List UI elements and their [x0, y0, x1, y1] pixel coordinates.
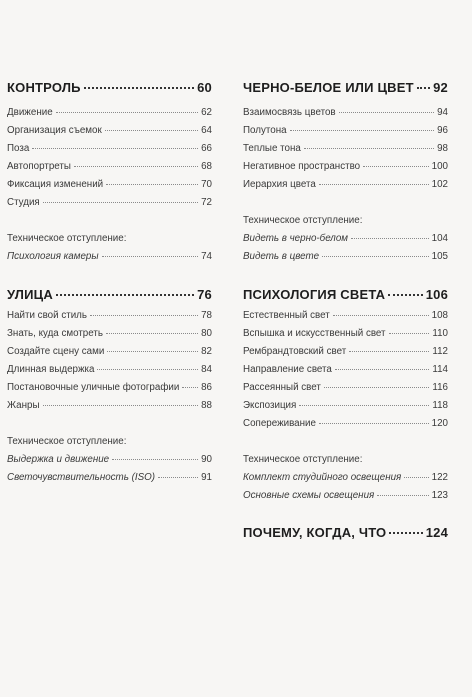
item-title: Иерархия цвета	[243, 179, 316, 190]
toc-item[interactable]	[243, 179, 448, 190]
item-title: Экспозиция	[243, 400, 297, 411]
item-page: 72	[201, 197, 212, 208]
dot-leader	[319, 184, 429, 185]
item-page: 118	[432, 400, 448, 411]
dot-leader	[32, 148, 198, 149]
toc-section-street[interactable]	[7, 287, 212, 302]
item-title: Жанры	[7, 400, 40, 411]
item-page: 80	[201, 328, 212, 339]
dot-leader	[97, 369, 198, 370]
dot-leader	[106, 333, 198, 334]
item-title: Студия	[7, 197, 40, 208]
item-title: Рассеянный свет	[243, 382, 321, 393]
toc-item[interactable]	[7, 400, 212, 411]
dot-leader	[182, 387, 198, 388]
item-page: 70	[201, 179, 212, 190]
item-page: 105	[431, 251, 448, 262]
toc-item[interactable]	[7, 161, 212, 172]
dot-leader	[324, 387, 430, 388]
dot-leader	[339, 112, 434, 113]
item-page: 90	[201, 454, 212, 465]
toc-tech-item[interactable]	[243, 490, 448, 501]
toc-item[interactable]	[243, 328, 448, 339]
item-title: Видеть в черно-белом	[243, 233, 349, 244]
item-page: 66	[201, 143, 212, 154]
item-page: 108	[431, 310, 448, 321]
item-title: Поза	[7, 143, 30, 154]
toc-item[interactable]	[7, 382, 212, 393]
item-title: Видеть в цвете	[243, 251, 320, 262]
item-title: Найти свой стиль	[7, 310, 87, 321]
section-title: УЛИЦА	[7, 287, 53, 302]
toc-item[interactable]	[243, 107, 448, 118]
item-page: 64	[201, 125, 212, 136]
dot-leader	[389, 333, 430, 334]
dot-leader	[74, 166, 198, 167]
item-page: 122	[431, 472, 448, 483]
toc-item[interactable]	[243, 400, 448, 411]
section-page: 124	[425, 525, 448, 540]
section-page: 92	[433, 80, 448, 95]
item-title: Знать, куда смотреть	[7, 328, 103, 339]
dot-leader	[351, 238, 429, 239]
dot-leader	[377, 495, 428, 496]
item-page: 68	[201, 161, 212, 172]
item-page: 116	[432, 382, 448, 393]
dot-leader	[84, 87, 194, 89]
item-page: 98	[437, 143, 448, 154]
section-page: 76	[197, 287, 212, 302]
toc-tech-item[interactable]	[243, 233, 448, 244]
item-page: 78	[201, 310, 212, 321]
item-title: Полутона	[243, 125, 287, 136]
toc-section-control[interactable]	[7, 80, 212, 95]
item-page: 120	[431, 418, 448, 429]
dot-leader	[102, 256, 199, 257]
item-page: 62	[201, 107, 212, 118]
dot-leader	[158, 477, 198, 478]
item-title: Длинная выдержка	[7, 364, 95, 375]
dot-leader	[404, 477, 428, 478]
toc-item[interactable]	[7, 125, 212, 136]
toc-item[interactable]	[243, 161, 448, 172]
item-title: Теплые тона	[243, 143, 301, 154]
toc-item[interactable]	[243, 125, 448, 136]
item-page: 74	[201, 251, 212, 262]
toc-item[interactable]	[243, 364, 448, 375]
dot-leader	[90, 315, 198, 316]
item-title: Рембрандтовский свет	[243, 346, 347, 357]
item-page: 114	[432, 364, 448, 375]
dot-leader	[349, 351, 429, 352]
item-title: Сопереживание	[243, 418, 316, 429]
item-title: Негативное пространство	[243, 161, 361, 172]
item-page: 91	[201, 472, 212, 483]
section-page: 60	[197, 80, 212, 95]
section-title: ПСИХОЛОГИЯ СВЕТА	[243, 287, 386, 302]
section-title: КОНТРОЛЬ	[7, 80, 81, 95]
item-page: 110	[432, 328, 448, 339]
item-page: 102	[431, 179, 448, 190]
dot-leader	[304, 148, 434, 149]
section-title: ПОЧЕМУ, КОГДА, ЧТО	[243, 525, 387, 540]
tech-note-label: Техническое отступление:	[7, 233, 127, 244]
dot-leader	[106, 184, 198, 185]
toc-item[interactable]	[7, 107, 212, 118]
toc-tech-item[interactable]	[7, 251, 212, 262]
toc-tech-item[interactable]	[243, 251, 448, 262]
dot-leader	[43, 202, 198, 203]
item-title: Направление света	[243, 364, 332, 375]
toc-item[interactable]	[7, 143, 212, 154]
toc-item[interactable]	[243, 346, 448, 357]
item-page: 123	[431, 490, 448, 501]
toc-item[interactable]	[243, 418, 448, 429]
toc-item[interactable]	[7, 179, 212, 190]
section-page: 106	[425, 287, 448, 302]
toc-item[interactable]	[243, 310, 448, 321]
item-page: 96	[437, 125, 448, 136]
item-title: Вспышка и искусственный свет	[243, 328, 386, 339]
item-title: Светочувствительность (ISO)	[7, 472, 155, 483]
dot-leader	[335, 369, 430, 370]
toc-item[interactable]	[7, 346, 212, 357]
item-page: 84	[201, 364, 212, 375]
dot-leader	[43, 405, 199, 406]
item-page: 94	[437, 107, 448, 118]
item-page: 100	[431, 161, 448, 172]
toc-item[interactable]	[7, 328, 212, 339]
dot-leader	[56, 112, 198, 113]
toc-item[interactable]	[243, 143, 448, 154]
item-title: Основные схемы освещения	[243, 490, 375, 501]
item-title: Автопортреты	[7, 161, 71, 172]
toc-tech-item[interactable]	[7, 472, 212, 483]
item-page: 112	[432, 346, 448, 357]
item-title: Естественный свет	[243, 310, 330, 321]
item-title: Взаимосвязь цветов	[243, 107, 336, 118]
tech-note-label: Техническое отступление:	[243, 454, 363, 465]
dot-leader	[388, 294, 422, 296]
item-title: Фиксация изменений	[7, 179, 104, 190]
toc-item[interactable]	[243, 382, 448, 393]
toc-section-bw-or-color[interactable]	[243, 80, 448, 95]
dot-leader	[417, 87, 430, 89]
section-title: ЧЕРНО-БЕЛОЕ ИЛИ ЦВЕТ	[243, 80, 414, 95]
dot-leader	[389, 532, 422, 534]
item-title: Психология камеры	[7, 251, 99, 262]
item-title: Организация съемок	[7, 125, 102, 136]
toc-tech-item[interactable]	[7, 454, 212, 465]
toc-tech-item[interactable]	[243, 472, 448, 483]
item-page: 88	[201, 400, 212, 411]
item-page: 104	[431, 233, 448, 244]
item-page: 86	[201, 382, 212, 393]
toc-item[interactable]	[7, 197, 212, 208]
item-title: Постановочные уличные фотографии	[7, 382, 180, 393]
toc-section-why-when-what[interactable]	[243, 525, 448, 540]
dot-leader	[333, 315, 429, 316]
tech-note-label: Техническое отступление:	[243, 215, 363, 226]
item-title: Комплект студийного освещения	[243, 472, 402, 483]
dot-leader	[56, 294, 194, 296]
toc-section-light-psychology[interactable]	[243, 287, 448, 302]
dot-leader	[322, 256, 429, 257]
item-title: Движение	[7, 107, 53, 118]
toc-item[interactable]	[7, 310, 212, 321]
dot-leader	[363, 166, 429, 167]
dot-leader	[112, 459, 198, 460]
toc-item[interactable]	[7, 364, 212, 375]
dot-leader	[319, 423, 429, 424]
dot-leader	[105, 130, 198, 131]
dot-leader	[107, 351, 198, 352]
dot-leader	[290, 130, 435, 131]
dot-leader	[299, 405, 429, 406]
tech-note-label: Техническое отступление:	[7, 436, 127, 447]
item-page: 82	[201, 346, 212, 357]
item-title: Создайте сцену сами	[7, 346, 105, 357]
item-title: Выдержка и движение	[7, 454, 110, 465]
